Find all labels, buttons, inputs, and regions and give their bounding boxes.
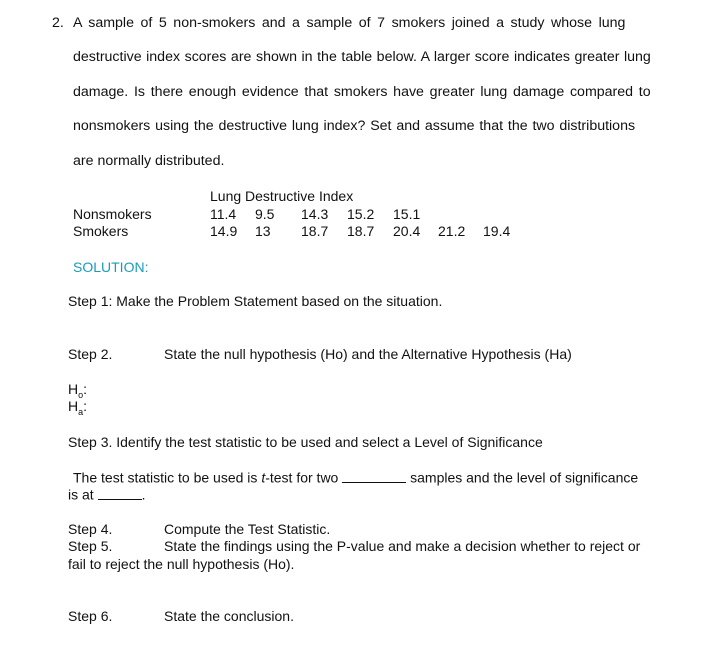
step-1: Step 1: Make the Problem Statement based on the situation. [68, 293, 443, 309]
table-cell: 14.9 [210, 223, 238, 239]
step-6-label: Step 6. [68, 608, 113, 624]
t-symbol: t [261, 469, 266, 486]
step-6-text: State the conclusion. [164, 608, 294, 624]
alternative-hypothesis [68, 398, 87, 417]
question-line-4: nonsmokers using the destructive lung index? Set and assume that the two distributions [73, 118, 636, 134]
table-cell: 19.4 [483, 223, 511, 239]
table-cell: 11.4 [210, 206, 237, 222]
ha-symbol: H [68, 398, 79, 414]
test-stat-text-3: samples and the level of significance [410, 469, 639, 486]
table-cell: 14.3 [301, 206, 329, 222]
blank-samples-type[interactable] [342, 469, 406, 483]
test-stat-text-1: The test statistic to be used is [73, 469, 262, 486]
question-line-3: damage. Is there enough evidence that smokers have greater lung damage compared to [73, 84, 651, 100]
question-line-5: are normally distributed. [73, 153, 225, 169]
step-5-continuation: fail to reject the null hypothesis (Ho). [68, 556, 295, 572]
row-label: Nonsmokers [73, 206, 152, 222]
table-cell: 9.5 [255, 206, 275, 222]
table-cell: 18.7 [347, 223, 375, 239]
ha-subscript: a [78, 406, 84, 417]
is-at-line [68, 486, 145, 503]
question-number: 2. [52, 15, 64, 31]
solution-heading: SOLUTION: [73, 259, 149, 275]
table-cell: 15.1 [393, 206, 421, 222]
test-stat-text-2: -test for two [265, 469, 339, 486]
row-label: Smokers [73, 223, 129, 239]
table-cell: 15.2 [347, 206, 375, 222]
test-statistic-line [73, 469, 638, 486]
null-hypothesis [68, 381, 87, 400]
h0-symbol: H [68, 381, 79, 397]
ha-colon: : [83, 398, 88, 414]
blank-significance-level[interactable] [98, 486, 142, 500]
h0-subscript: o [78, 389, 84, 400]
is-at-text: is at [68, 486, 94, 503]
step-5-text: State the findings using the P-value and make a decision whether to reject or [164, 538, 641, 554]
table-cell: 21.2 [438, 223, 466, 239]
step-2-text: State the null hypothesis (Ho) and the Alternative Hypothesis (Ha) [164, 346, 572, 362]
table-cell: 13 [255, 223, 271, 239]
table-header: Lung Destructive Index [210, 188, 354, 204]
table-cell: 20.4 [393, 223, 421, 239]
step-4-text: Compute the Test Statistic. [164, 521, 331, 537]
is-at-period: . [141, 486, 146, 503]
question-line-2: destructive index scores are shown in the table below. A larger score indicates greater lung [73, 49, 651, 65]
question-line-1: A sample of 5 non-smokers and a sample of 7 smokers joined a study whose lung [73, 15, 626, 31]
h0-colon: : [83, 381, 88, 397]
step-5-label: Step 5. [68, 538, 113, 554]
step-4-label: Step 4. [68, 521, 113, 537]
table-cell: 18.7 [301, 223, 329, 239]
step-2-label: Step 2. [68, 346, 113, 362]
step-3: Step 3. Identify the test statistic to be used and select a Level of Significance [68, 434, 543, 450]
